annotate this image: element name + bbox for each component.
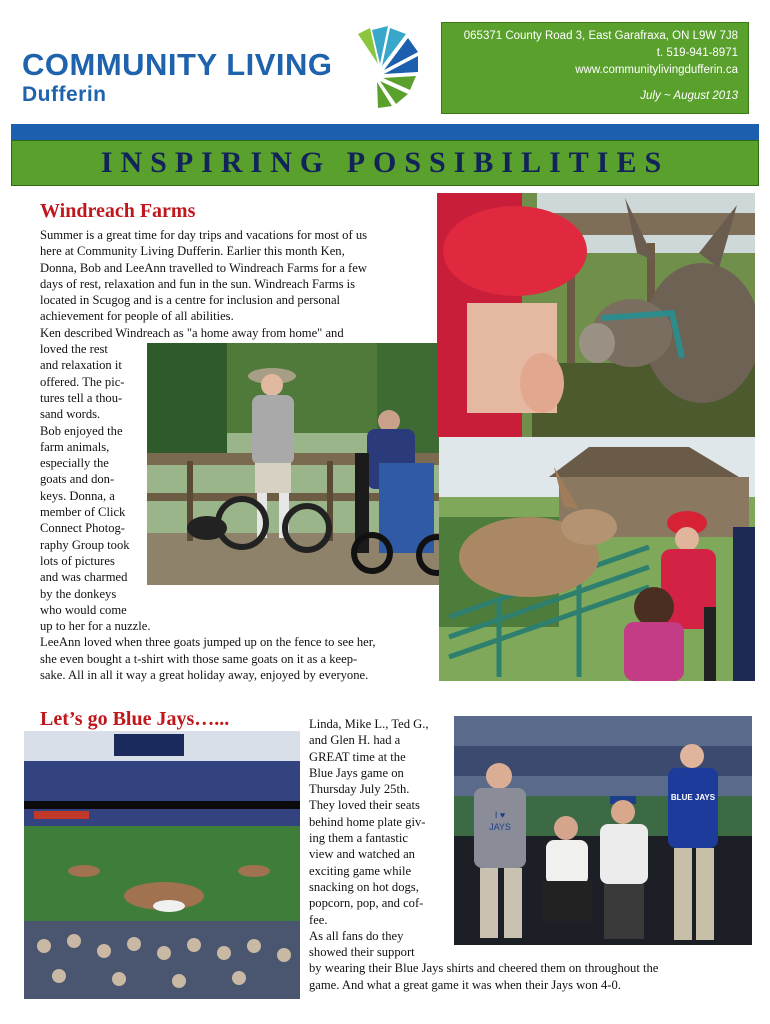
text-line: and relaxation it	[40, 358, 122, 373]
text-line: ing them a fantastic	[309, 831, 408, 846]
text-line: loved the rest	[40, 342, 108, 357]
photo-stadium-game	[24, 731, 300, 999]
text-line: snacking on hot dogs,	[309, 879, 419, 894]
text-line: Donna, Bob and LeeAnn travelled to Windreach Farms for a few	[40, 260, 367, 275]
text-line: Linda, Mike L., Ted G.,	[309, 717, 429, 731]
text-line: Blue Jays game on	[309, 765, 404, 780]
text-line: keys. Donna, a	[40, 488, 115, 503]
text-line: exciting game while	[309, 863, 412, 878]
text-line: behind home plate giv-	[309, 814, 426, 829]
logo-wordmark	[22, 48, 333, 107]
banner-title: INSPIRING POSSIBILITIES	[11, 140, 759, 186]
windreach-heading: Windreach Farms	[40, 200, 196, 222]
text-line: popcorn, pop, and cof-	[309, 896, 424, 911]
text-line: As all fans do they	[309, 928, 404, 943]
issue-date: July ~ August 2013	[640, 90, 738, 102]
text-line: lots of pictures	[40, 553, 115, 568]
text-line: who would come	[40, 602, 127, 617]
logo-sub-text: Dufferin	[22, 83, 107, 106]
text-line: Summer is a great time for day trips and vacations for most of us	[40, 228, 368, 242]
shirt-text-bluejays: BLUE JAYS	[670, 793, 716, 802]
shirt-text-jays: JAYS	[489, 822, 511, 832]
photo-bob-and-companion	[147, 343, 462, 585]
text-line: Connect Photog-	[40, 521, 126, 536]
text-line: They loved their seats	[309, 798, 420, 813]
text-line: fee.	[309, 912, 328, 927]
text-line: game. And what a great game it was when their Jays won 4-0.	[309, 977, 621, 992]
text-line: by the donkeys	[40, 586, 117, 601]
shirt-text-love: I ♥	[494, 810, 506, 820]
text-line: sand words.	[40, 407, 101, 422]
banner-blue-stripe	[11, 124, 759, 140]
text-line: here at Community Living Dufferin. Earlier this month Ken,	[40, 244, 345, 259]
text-line: located in Scugog and is a centre for inclusion and personal	[40, 293, 341, 308]
text-line: tures tell a thou-	[40, 390, 123, 405]
text-line: LeeAnn loved when three goats jumped up on the fence to see her,	[40, 635, 376, 650]
contact-address: 065371 County Road 3, East Garafraxa, ON L9W 7J8	[463, 30, 738, 42]
contact-website[interactable]: www.communitylivingdufferin.ca	[575, 64, 738, 76]
text-line: days of rest, relaxation and fun in the sun. Windreach Farms is	[40, 276, 356, 291]
text-line: achievement for people of all abilities.	[40, 309, 234, 324]
bluejays-heading: Let’s go Blue Jays…...	[40, 708, 230, 730]
text-line: raphy Group took	[40, 537, 130, 552]
text-line: farm animals,	[40, 439, 110, 454]
text-line: especially the	[40, 456, 109, 471]
photo-donkey-red-hat	[437, 193, 755, 437]
contact-phone: t. 519-941-8971	[656, 47, 738, 59]
text-line: member of Click	[40, 505, 126, 520]
text-line: Bob enjoyed the	[40, 423, 123, 438]
text-line: and Glen H. had a	[309, 733, 401, 748]
text-line: goats and don-	[40, 472, 115, 487]
text-line: up to her for a nuzzle.	[40, 619, 151, 634]
text-line: she even bought a t-shirt with those same goats on it as a keep-	[40, 651, 358, 666]
text-line: Thursday July 25th.	[309, 782, 410, 797]
text-line: view and watched an	[309, 847, 415, 862]
logo-main-text: COMMUNITY LIVING	[22, 47, 333, 82]
contact-box	[441, 22, 749, 114]
text-line: GREAT time at the	[309, 749, 406, 764]
text-line: and was charmed	[40, 570, 128, 585]
text-line: Ken described Windreach as "a home away from home" and	[40, 325, 344, 340]
text-line: by wearing their Blue Jays shirts and cheered them on throughout the	[309, 961, 659, 976]
text-line: offered. The pic-	[40, 374, 125, 389]
photo-leeann-donkey	[439, 437, 755, 681]
logo-fan-icon	[328, 24, 420, 110]
photo-four-fans	[454, 716, 752, 945]
text-line: showed their support	[309, 945, 415, 960]
text-line: sake. All in all it way a great holiday away, enjoyed by everyone.	[40, 668, 369, 683]
